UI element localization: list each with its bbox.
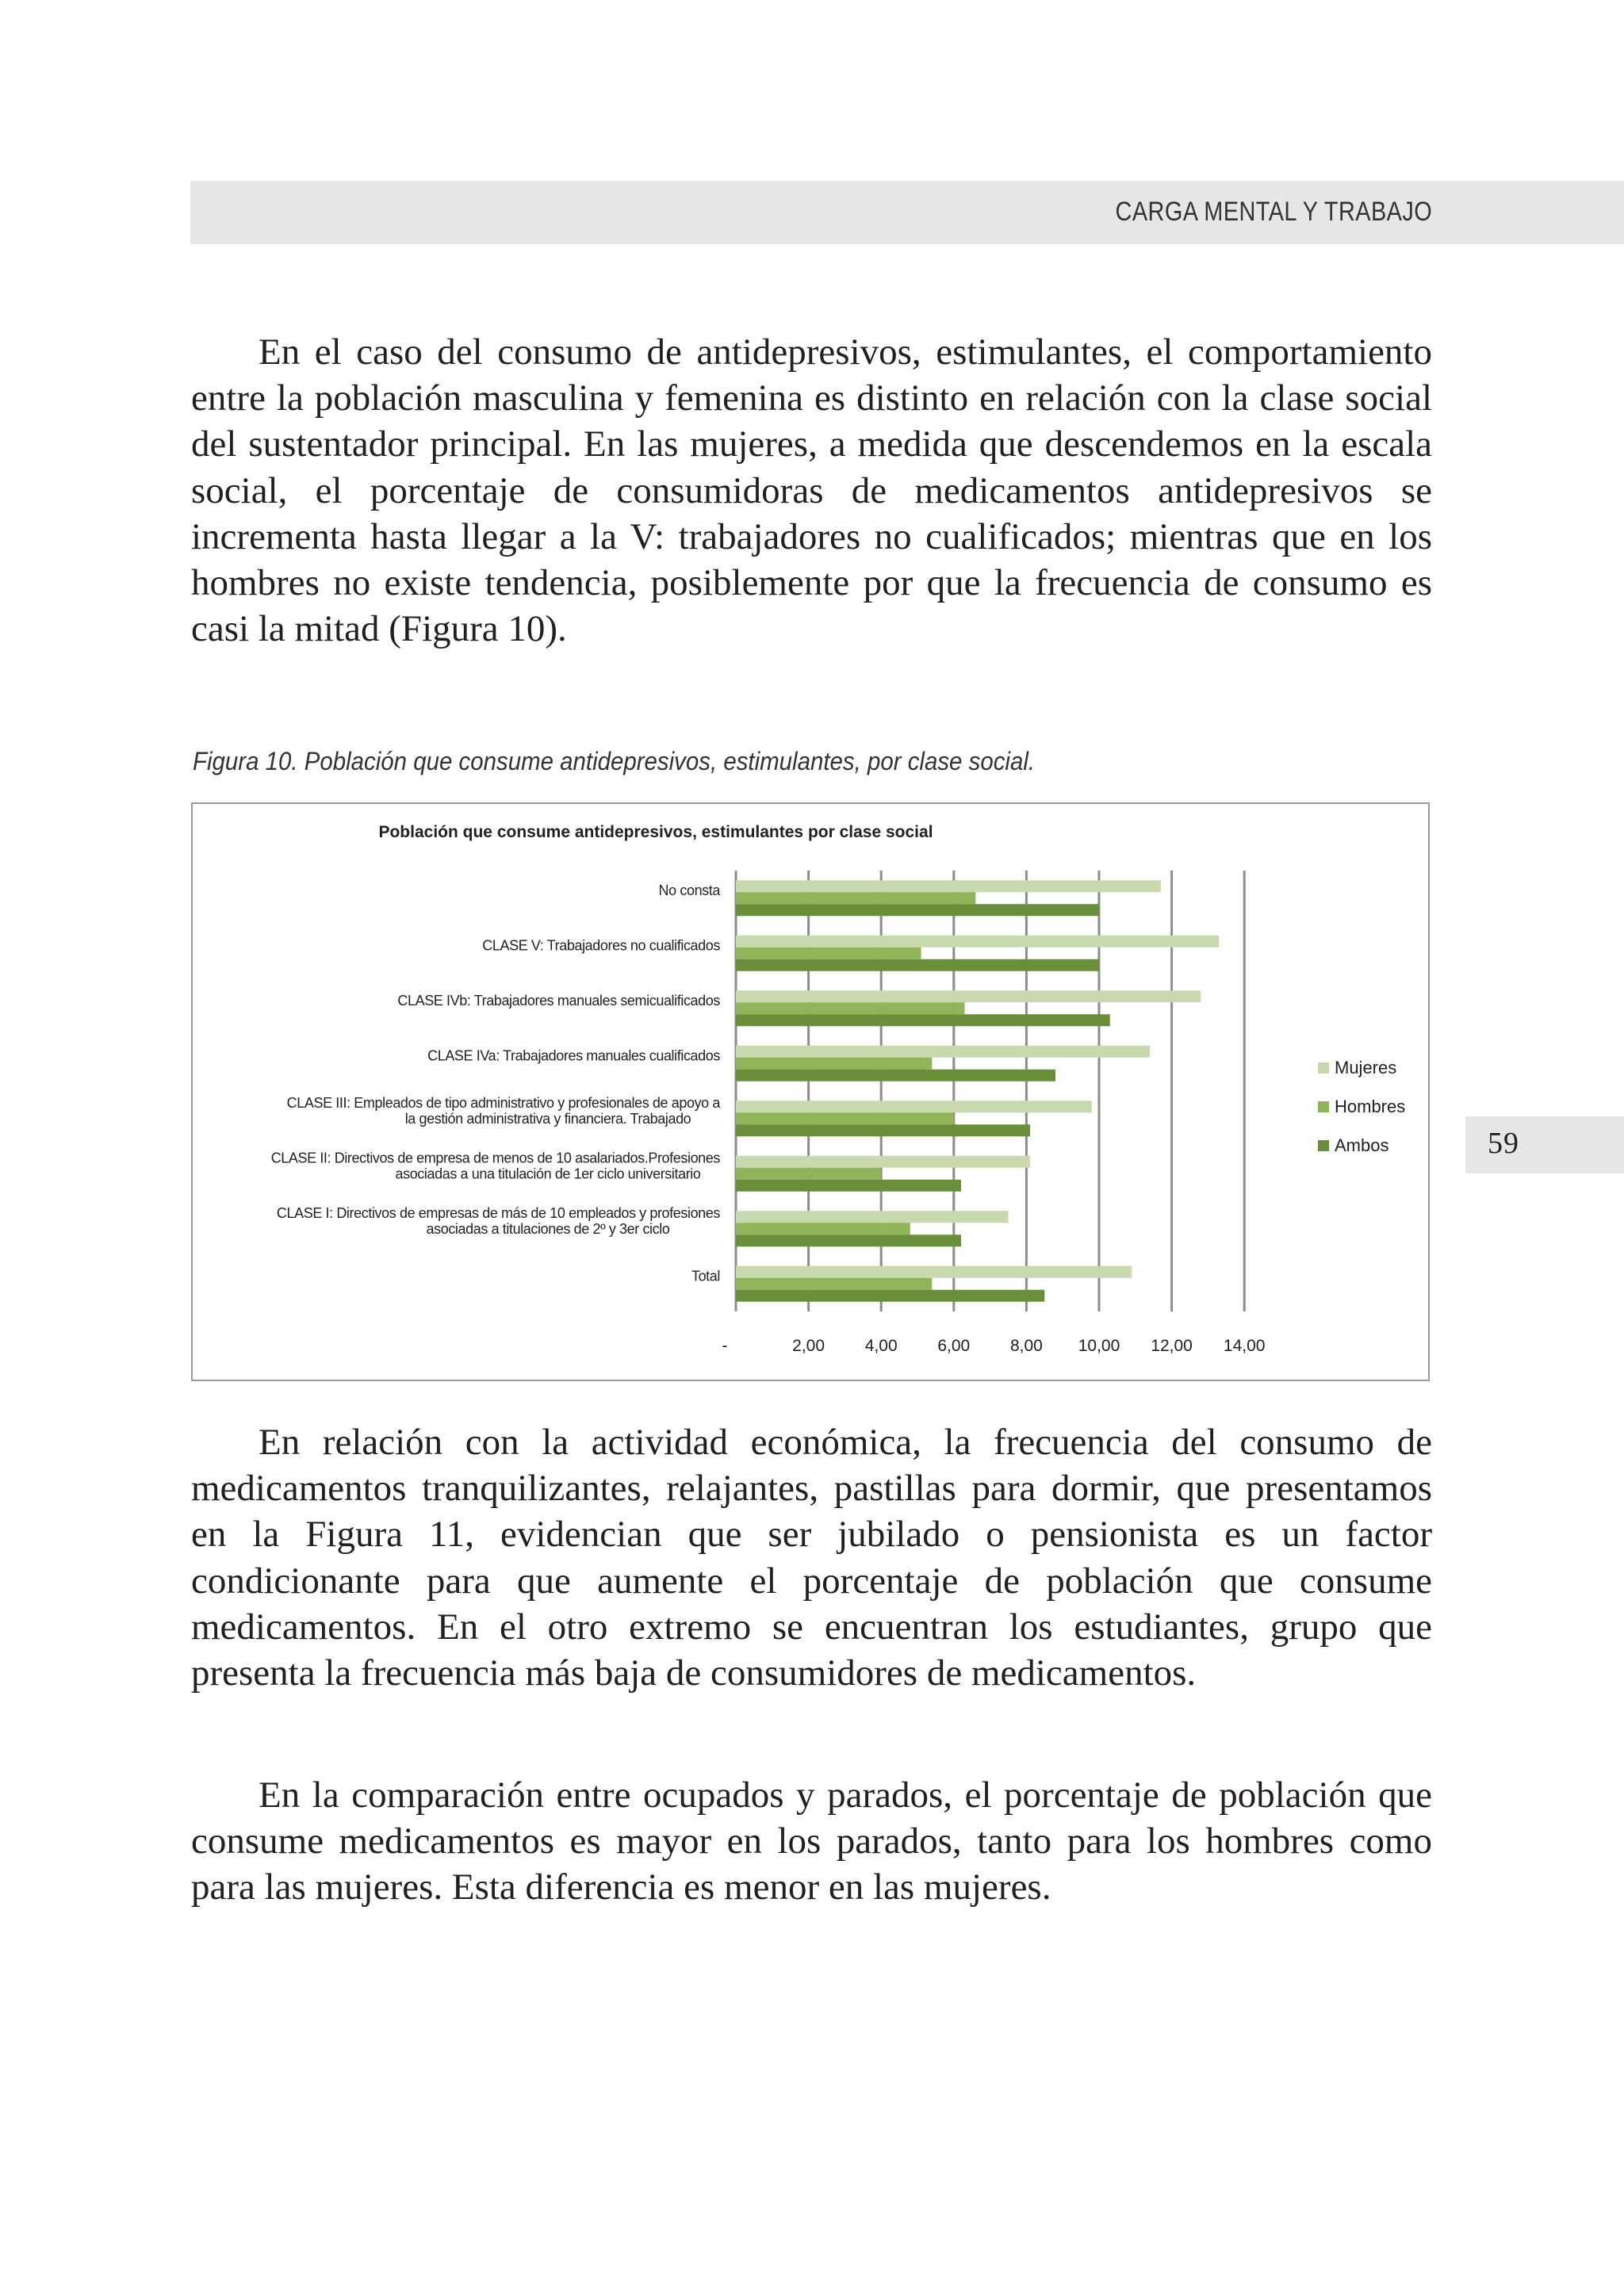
chart-title: Población que consume antidepresivos, estimulantes por clase social bbox=[378, 823, 933, 841]
x-tick-label: 2,00 bbox=[792, 1337, 825, 1355]
figure-caption: Figura 10. Población que consume antidepresivos, estimulantes, por clase social. bbox=[193, 747, 1036, 775]
x-tick-label: 12,00 bbox=[1151, 1337, 1193, 1355]
legend-label: Ambos bbox=[1335, 1135, 1389, 1155]
bar-ambos bbox=[736, 1124, 1030, 1136]
x-tick-label: 14,00 bbox=[1223, 1337, 1266, 1355]
category-label: CLASE IVa: Trabajadores manuales cualificados bbox=[427, 1047, 720, 1064]
bar-hombres bbox=[736, 1058, 932, 1070]
bar-ambos bbox=[736, 959, 1099, 971]
bar-hombres bbox=[736, 1002, 965, 1014]
category-label: CLASE IVb: Trabajadores manuales semicualificados bbox=[397, 992, 720, 1009]
x-tick-label: 6,00 bbox=[937, 1337, 971, 1355]
page-number-tab bbox=[1465, 1116, 1624, 1173]
x-tick-label: 10,00 bbox=[1078, 1337, 1120, 1355]
bar-hombres bbox=[736, 892, 975, 904]
bar-ambos bbox=[736, 1014, 1110, 1026]
category-label: CLASE II: Directivos de empresa de menos de 10 asalariados.Profesiones bbox=[270, 1150, 720, 1166]
x-tick-label: 4,00 bbox=[864, 1337, 898, 1355]
bar-mujeres bbox=[736, 1046, 1150, 1058]
bar-hombres bbox=[736, 1223, 910, 1235]
bar-mujeres bbox=[736, 1101, 1092, 1112]
category-label: No consta bbox=[658, 882, 720, 898]
bar-mujeres bbox=[736, 1266, 1132, 1278]
paragraph-3: En la comparación entre ocupados y parados, el porcentaje de población que consume medicamentos es mayor en los parados, tanto para los hombres como para las mujeres. Esta diferencia es menor en las mujeres. bbox=[191, 1774, 1432, 1908]
legend-swatch bbox=[1318, 1140, 1329, 1151]
category-label: asociadas a una titulación de 1er ciclo universitario bbox=[395, 1166, 701, 1182]
bar-mujeres bbox=[736, 936, 1219, 947]
bar-ambos bbox=[736, 1235, 961, 1246]
paragraph-2: En relación con la actividad económica, la frecuencia del consumo de medicamentos tranquilizantes, relajantes, pastillas para dormir, que presentamos en la Figura 11, evidencian que ser jubilado o pensionista es un factor condicionante para que aumente el porcentaje de población que consume medicamentos. En el otro extremo se encuentran los estudiantes, grupo que presenta la frecuencia más baja de consumidores de medicamentos. bbox=[191, 1422, 1432, 1694]
bar-ambos bbox=[736, 1290, 1044, 1302]
header-title: CARGA MENTAL Y TRABAJO bbox=[1115, 197, 1432, 227]
category-label: CLASE III: Empleados de tipo administrativo y profesionales de apoyo a bbox=[286, 1094, 720, 1111]
category-label: CLASE I: Directivos de empresas de más de 10 empleados y profesiones bbox=[276, 1204, 720, 1221]
paragraph-1: En el caso del consumo de antidepresivos, estimulantes, el comportamiento entre la población masculina y femenina es distinto en relación con la clase social del sustentador principal. En las mujeres, a medida que descendemos en la escala social, el porcentaje de consumidoras de medicamentos antidepresivos se incrementa hasta llegar a la V: trabajadores no cualificados; mientras que en los hombres no existe tendencia, posiblemente por que la frecuencia de consumo es casi la mitad (Figura 10). bbox=[191, 331, 1432, 650]
x-tick-label: - bbox=[722, 1337, 728, 1355]
x-tick-label: 8,00 bbox=[1009, 1337, 1043, 1355]
bar-mujeres bbox=[736, 1211, 1009, 1223]
bar-ambos bbox=[736, 1180, 961, 1192]
legend-swatch bbox=[1318, 1062, 1329, 1074]
bar-hombres bbox=[736, 1112, 954, 1124]
bar-mujeres bbox=[736, 990, 1201, 1002]
category-label: asociadas a titulaciones de 2º y 3er ciclo bbox=[426, 1220, 670, 1237]
chart-frame bbox=[191, 802, 1430, 1381]
legend-swatch bbox=[1318, 1101, 1329, 1112]
category-label: la gestión administrativa y financiera. Trabajado bbox=[404, 1110, 691, 1127]
bar-ambos bbox=[736, 1070, 1055, 1081]
category-label: CLASE V: Trabajadores no cualificados bbox=[482, 937, 720, 954]
bar-mujeres bbox=[736, 880, 1161, 892]
category-label: Total bbox=[691, 1268, 720, 1284]
bar-ambos bbox=[736, 904, 1099, 916]
legend-label: Mujeres bbox=[1335, 1058, 1397, 1078]
running-header bbox=[190, 181, 1624, 244]
page-number: 59 bbox=[1488, 1127, 1519, 1160]
legend-label: Hombres bbox=[1335, 1097, 1406, 1116]
bar-hombres bbox=[736, 1168, 881, 1180]
bar-mujeres bbox=[736, 1156, 1030, 1168]
bar-hombres bbox=[736, 947, 921, 959]
bar-hombres bbox=[736, 1278, 932, 1290]
bar-chart bbox=[193, 804, 1428, 1380]
